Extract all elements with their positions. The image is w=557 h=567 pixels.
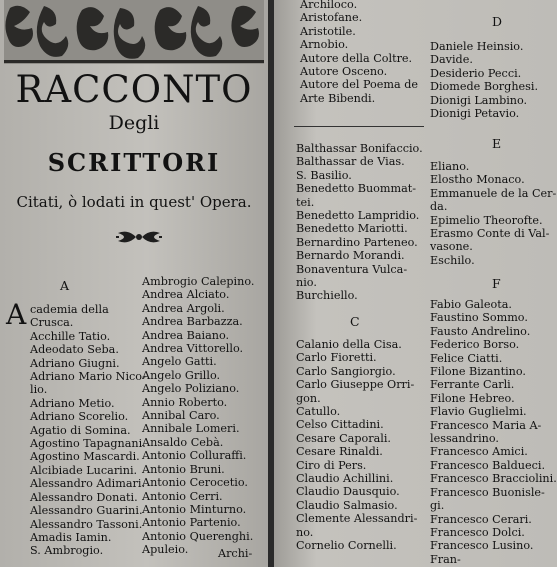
author-entry: Alessandro Adimari.	[30, 477, 146, 491]
author-entry: Agatio di Somina.	[30, 423, 131, 437]
author-entry: Autore Osceno.	[300, 65, 388, 79]
author-entry: Eliano.	[430, 160, 470, 173]
author-entry: Adeodato Seba.	[30, 343, 119, 357]
author-entry: Antonio Minturno.	[142, 502, 247, 516]
section-divider	[294, 126, 424, 127]
author-entry: S. Basilio.	[296, 168, 352, 182]
author-entry: Carlo Fioretti.	[296, 351, 377, 365]
author-entry: S. Ambrogio.	[30, 544, 104, 558]
author-entry: Adriano Giugni.	[30, 356, 120, 370]
author-list-e	[430, 160, 556, 267]
author-entry: Adriano Metio.	[30, 396, 115, 410]
author-entry: Francesco Bracciolini.	[430, 472, 557, 486]
author-entry: Francesco Baldueci.	[430, 458, 546, 472]
author-entry: Claudio Achillini.	[296, 472, 394, 486]
author-entry: Erasmo Conte di Val-	[430, 227, 550, 241]
author-entry: Flavio Guglielmi.	[430, 405, 527, 419]
author-entry: Cornelio Cornelli.	[296, 539, 397, 553]
author-entry: Annibale Lomeri.	[142, 422, 240, 436]
author-entry: Antonio Cerri.	[142, 489, 223, 503]
author-entry: da.	[430, 200, 448, 214]
author-entry: Andrea Baiano.	[142, 328, 230, 342]
author-entry: Fran-	[430, 552, 461, 566]
author-entry: Bernardo Morandi.	[296, 249, 405, 263]
author-entry: Faustino Sommo.	[430, 311, 528, 325]
author-entry: cademia della	[30, 303, 109, 316]
author-entry: Emmanuele de la Cer-	[430, 186, 557, 200]
author-entry: Benedetto Mariotti.	[296, 222, 408, 236]
author-entry: Francesco Amici.	[430, 445, 528, 459]
author-entry: Ferrante Carli.	[430, 378, 515, 392]
author-entry: Alessandro Tassoni.	[30, 517, 143, 531]
author-entry: Clemente Alessandri-	[296, 512, 418, 526]
author-entry: Angelo Poliziano.	[142, 382, 240, 396]
author-entry: Apuleio.	[142, 543, 189, 557]
author-entry: Acchille Tatio.	[30, 329, 111, 343]
title-scrittori: SCRITTORI	[47, 148, 221, 177]
author-entry: Francesco Lusino.	[430, 539, 534, 553]
author-list-f	[430, 298, 557, 566]
author-entry: Ciro di Pers.	[296, 458, 367, 472]
author-entry: Eschilo.	[430, 253, 475, 267]
author-entry: Andrea Alciato.	[142, 288, 230, 302]
author-entry: lessandrino.	[430, 432, 499, 446]
author-entry: Andrea Vittorello.	[142, 342, 244, 356]
author-list-column-1	[30, 303, 146, 558]
author-entry: Federico Borso.	[430, 338, 520, 352]
author-entry: Felice Ciatti.	[430, 351, 503, 365]
author-entry: Carlo Sangiorgio.	[296, 364, 396, 378]
author-entry: Archiloco.	[300, 0, 358, 11]
author-entry: Ansaldo Cebà.	[142, 435, 224, 449]
author-entry: Cesare Rinaldi.	[296, 445, 383, 459]
author-entry: Adriano Scorelio.	[30, 410, 129, 424]
author-entry: Fabio Galeota.	[430, 298, 512, 311]
author-entry: Francesco Cerari.	[430, 512, 532, 526]
author-entry: Celso Cittadini.	[296, 418, 384, 432]
author-entry: Carlo Giuseppe Orri-	[296, 378, 415, 392]
author-entry: Filone Bizantino.	[430, 365, 526, 379]
author-entry: Agostino Tapagnani.	[30, 437, 146, 451]
author-entry: Aristotile.	[300, 24, 356, 38]
author-entry: Desiderio Pecci.	[430, 66, 522, 80]
author-entry: Cesare Caporali.	[296, 431, 391, 445]
author-entry: Bernardino Parteneo.	[296, 235, 418, 249]
author-list-c	[296, 338, 417, 553]
catchword: Archi-	[218, 547, 253, 560]
author-list-b	[296, 142, 423, 303]
author-entry: Adriano Mario Nico-	[30, 370, 146, 384]
author-entry: Autore della Coltre.	[300, 51, 413, 65]
author-entry: Daniele Heinsio.	[430, 40, 524, 53]
section-letter-e: E	[492, 136, 502, 151]
author-entry: Bonaventura Vulca-	[296, 262, 408, 276]
decorative-ornament-band	[4, 0, 264, 64]
author-list-d	[430, 40, 538, 120]
author-entry: Antonio Bruni.	[142, 462, 225, 476]
author-entry: Filone Hebreo.	[430, 391, 515, 405]
left-page	[0, 0, 268, 567]
author-entry: Benedetto Lampridio.	[296, 209, 420, 223]
author-entry: Angelo Gatti.	[142, 355, 217, 369]
author-entry: Epimelio Theorofte.	[430, 213, 543, 227]
author-entry: Antonio Cerocetio.	[142, 476, 248, 490]
author-entry: Agostino Mascardi.	[30, 450, 140, 464]
subtitle: Citati, ò lodati in quest' Opera.	[16, 193, 252, 211]
author-entry: Claudio Dausquio.	[296, 485, 400, 499]
author-entry: Andrea Argoli.	[142, 301, 225, 315]
author-entry: Angelo Grillo.	[142, 368, 221, 382]
author-entry: Antonio Partenio.	[142, 516, 241, 530]
author-entry: Fausto Andrelino.	[430, 324, 531, 338]
author-entry: Crusca.	[30, 316, 74, 330]
author-entry: Benedetto Buommat-	[296, 182, 417, 196]
author-entry: vasone.	[430, 240, 473, 254]
author-entry: Calanio della Cisa.	[296, 338, 402, 351]
author-entry: Ambrogio Calepino.	[142, 275, 255, 288]
section-letter-a: A	[60, 278, 70, 293]
author-entry: nio.	[296, 276, 317, 290]
author-entry: Autore del Poema de	[300, 78, 419, 92]
author-entry: Annibal Caro.	[142, 409, 220, 423]
author-entry: gon.	[296, 391, 321, 405]
author-entry: Alessandro Donati.	[30, 490, 138, 504]
section-letter-c: C	[350, 314, 360, 329]
author-entry: Antonio Querenghi.	[142, 529, 254, 543]
author-entry: Francesco Maria A-	[430, 418, 542, 432]
author-entry: Antonio Colluraffi.	[142, 449, 247, 463]
author-entry: Annio Roberto.	[142, 395, 228, 409]
right-page	[274, 0, 557, 567]
author-entry: Davide.	[430, 53, 473, 67]
title-degli: Degli	[108, 112, 160, 134]
section-letter-d: D	[492, 14, 503, 29]
author-entry: Andrea Barbazza.	[142, 315, 243, 329]
author-entry: Catullo.	[296, 405, 341, 419]
author-entry: Alessandro Guarini.	[30, 504, 143, 518]
author-entry: no.	[296, 525, 314, 539]
author-entry: Arnobio.	[300, 38, 349, 52]
author-entry: Dionigi Lambino.	[430, 93, 528, 107]
author-entry: Elostho Monaco.	[430, 173, 525, 187]
author-entry: Aristofane.	[300, 11, 363, 25]
author-entry: Francesco Buonisle-	[430, 485, 545, 499]
section-letter-f: F	[492, 276, 501, 291]
page-title: RACCONTO	[15, 68, 253, 111]
author-entry: Burchiello.	[296, 289, 358, 303]
author-entry: lio.	[30, 383, 48, 397]
author-list-column-2	[142, 275, 254, 557]
author-entry: Diomede Borghesi.	[430, 80, 539, 94]
author-list-a-continued	[300, 0, 418, 105]
author-entry: Balthassar de Vias.	[296, 155, 405, 169]
author-entry: Alcibiade Lucarini.	[30, 463, 138, 477]
author-entry: tei.	[296, 195, 315, 209]
author-entry: Claudio Salmasio.	[296, 498, 398, 512]
author-entry: gi.	[430, 499, 445, 513]
author-entry: Arte Bibendi.	[300, 91, 376, 105]
drop-cap: A	[6, 298, 27, 331]
fleuron-ornament	[114, 228, 164, 246]
author-entry: Dionigi Petavio.	[430, 107, 520, 121]
author-entry: Amadis Iamin.	[30, 530, 112, 544]
author-entry: Francesco Dolci.	[430, 525, 525, 539]
author-entry: Balthassar Bonifaccio.	[296, 142, 423, 155]
